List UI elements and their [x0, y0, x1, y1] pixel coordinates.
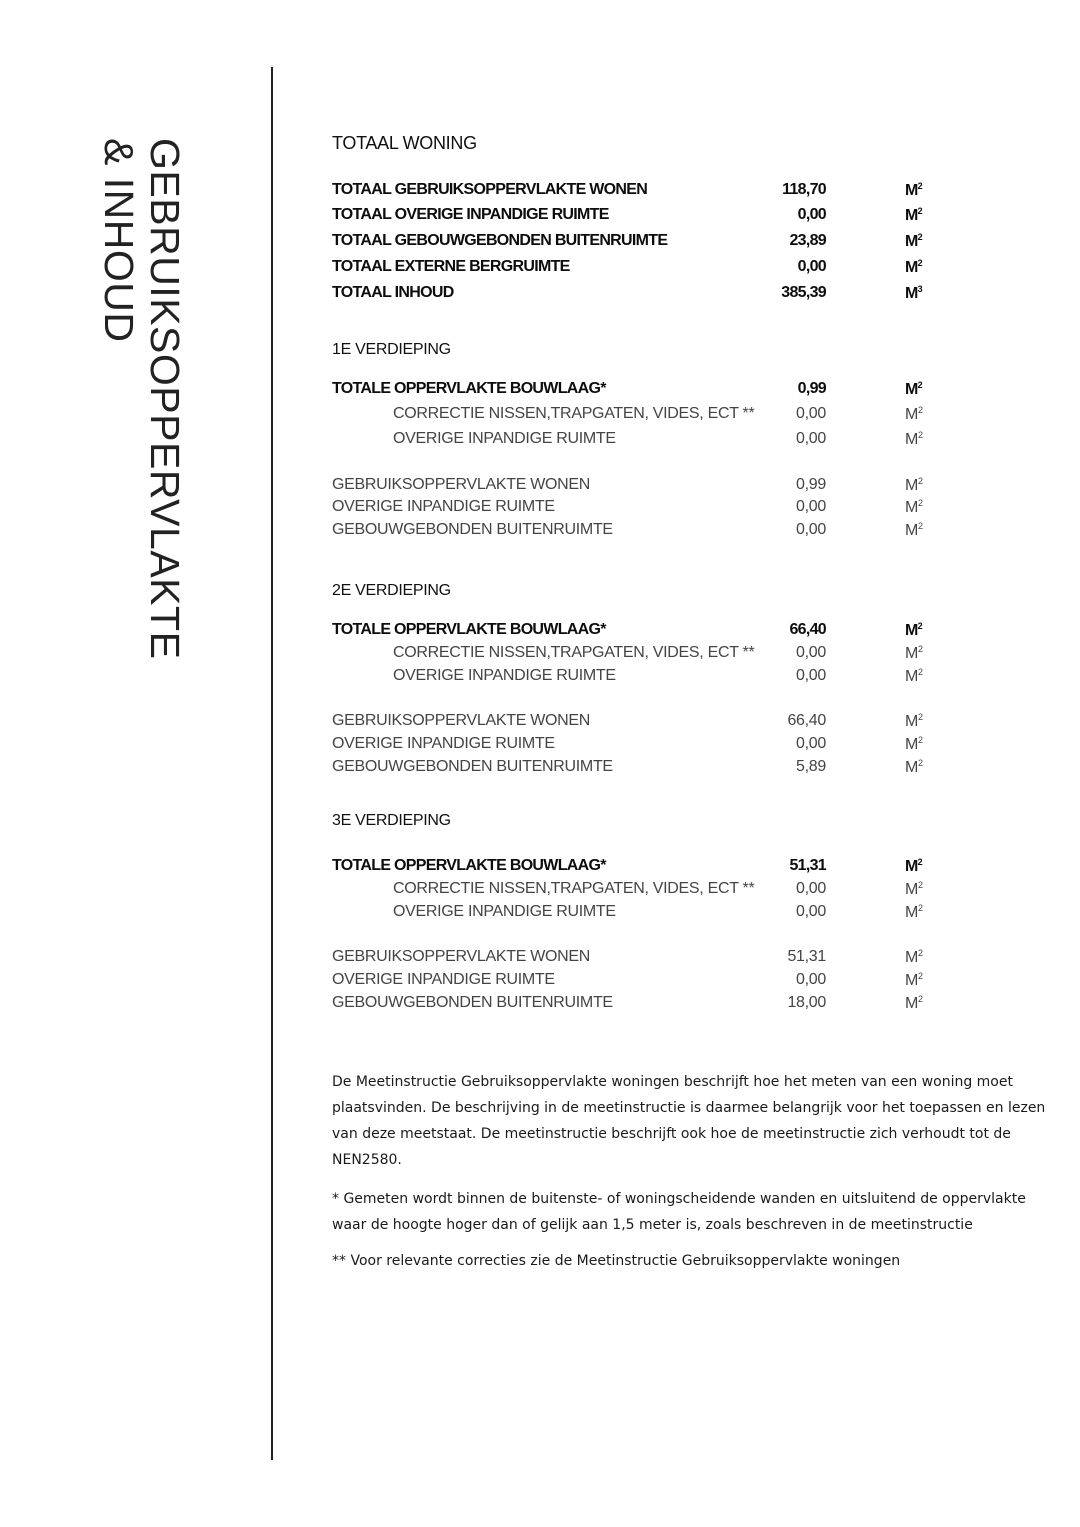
row-label: TOTALE OPPERVLAKTE BOUWLAAG* — [332, 857, 606, 874]
row-label: TOTAAL EXTERNE BERGRUIMTE — [332, 258, 570, 275]
floor-row — [332, 476, 932, 498]
row-label: GEBRUIKSOPPERVLAKTE WONEN — [332, 948, 591, 965]
row-unit: $M^2$ — [905, 206, 922, 224]
row-value: 0,99 — [797, 380, 826, 397]
floor-row — [332, 735, 932, 757]
row-label: CORRECTIE NISSEN,TRAPGATEN, VIDES, ECT ** — [393, 880, 755, 897]
notes-asterisk-1: * Gemeten wordt binnen de buitenste- of woningscheidende wanden en uitsluitend de oppervlakte waar de hoogte hoger dan of gelijk aan 1,5 meter is, zoals beschreven in de meetinstructie — [332, 1191, 1026, 1233]
floor-row — [332, 405, 932, 427]
totaal-row — [332, 181, 932, 203]
floor-row — [332, 948, 932, 970]
row-value: 66,40 — [789, 621, 826, 638]
row-value: 66,40 — [787, 712, 826, 729]
row-label: GEBOUWGEBONDEN BUITENRUIMTE — [332, 994, 613, 1011]
floor-row — [332, 994, 932, 1016]
row-unit: $M^2$ — [905, 380, 922, 398]
row-unit: $M^2$ — [905, 971, 923, 989]
row-unit: $M^2$ — [905, 903, 923, 921]
row-unit: $M^2$ — [905, 712, 923, 730]
row-label: OVERIGE INPANDIGE RUIMTE — [332, 498, 555, 515]
row-unit: $M^2$ — [905, 476, 923, 494]
section-title-floor-1: 1E VERDIEPING — [332, 341, 451, 358]
row-unit: $M^2$ — [905, 735, 923, 753]
row-label: TOTALE OPPERVLAKTE BOUWLAAG* — [332, 621, 606, 638]
section-title-floor-2: 2E VERDIEPING — [332, 582, 451, 599]
row-label: TOTAAL INHOUD — [332, 284, 454, 301]
row-unit: $M^2$ — [905, 430, 923, 448]
floor-row — [332, 758, 932, 780]
row-value: 0,99 — [796, 476, 826, 493]
side-title-line2: & INHOUD — [96, 138, 142, 343]
row-label: GEBOUWGEBONDEN BUITENRUIMTE — [332, 758, 613, 775]
row-label: CORRECTIE NISSEN,TRAPGATEN, VIDES, ECT ** — [393, 644, 755, 661]
floor-row — [332, 712, 932, 734]
row-label: CORRECTIE NISSEN,TRAPGATEN, VIDES, ECT ** — [393, 405, 755, 422]
row-unit: $M^2$ — [905, 521, 923, 539]
row-unit: $M^2$ — [905, 405, 923, 423]
floor-row — [332, 644, 932, 666]
row-value: 118,70 — [782, 181, 826, 198]
row-value: 0,00 — [796, 971, 826, 988]
notes-asterisk-2: ** Voor relevante correcties zie de Meetinstructie Gebruiksoppervlakte woningen — [332, 1253, 901, 1269]
floor-row — [332, 498, 932, 520]
notes-intro: De Meetinstructie Gebruiksoppervlakte woningen beschrijft hoe het meten van een woning moet plaatsvinden. De beschrijving in de meetinstructie is daarmee belangrijk voor het toepassen en lezen van deze meetstaat. De meetinstructie beschrijft ook hoe de meetinstructie zich verhoudt tot de NEN2580. — [332, 1074, 1046, 1168]
row-label: OVERIGE INPANDIGE RUIMTE — [332, 735, 555, 752]
floor-row — [332, 667, 932, 689]
row-unit: $M^2$ — [905, 758, 923, 776]
totaal-row — [332, 258, 932, 280]
row-unit: $M^2$ — [905, 621, 922, 639]
totaal-row — [332, 232, 932, 254]
section-title-totaal: TOTAAL WONING — [332, 133, 477, 153]
floor-row — [332, 880, 932, 902]
row-label: TOTAAL GEBOUWGEBONDEN BUITENRUIMTE — [332, 232, 668, 249]
row-value: 0,00 — [796, 498, 826, 515]
row-value: 5,89 — [796, 758, 826, 775]
row-label: TOTAAL OVERIGE INPANDIGE RUIMTE — [332, 206, 609, 223]
floor-row — [332, 857, 932, 879]
floor-row — [332, 903, 932, 925]
floor-row — [332, 971, 932, 993]
row-unit: $M^2$ — [905, 857, 922, 875]
row-label: GEBRUIKSOPPERVLAKTE WONEN — [332, 712, 591, 729]
totaal-row — [332, 284, 932, 306]
side-title — [96, 138, 188, 659]
row-unit: $M^2$ — [905, 181, 922, 199]
row-unit: $M^2$ — [905, 232, 922, 250]
row-value: 51,31 — [789, 857, 826, 874]
side-title-line1: GEBRUIKSOPPERVLAKTE — [142, 138, 188, 660]
row-unit: $M^2$ — [905, 258, 922, 276]
row-value: 0,00 — [797, 206, 826, 223]
row-unit: $M^2$ — [905, 994, 923, 1012]
row-value: 0,00 — [796, 880, 826, 897]
floor-row — [332, 430, 932, 452]
row-value: 0,00 — [797, 258, 826, 275]
row-value: 0,00 — [796, 430, 826, 447]
row-value: 51,31 — [787, 948, 826, 965]
row-value: 0,00 — [796, 405, 826, 422]
row-value: 0,00 — [796, 667, 826, 684]
row-value: 0,00 — [796, 644, 826, 661]
row-unit: $M^2$ — [905, 880, 923, 898]
vertical-divider — [271, 67, 273, 1460]
row-label: OVERIGE INPANDIGE RUIMTE — [393, 667, 616, 684]
row-unit: $M^2$ — [905, 667, 923, 685]
row-value: 0,00 — [796, 735, 826, 752]
row-value: 18,00 — [787, 994, 826, 1011]
row-label: OVERIGE INPANDIGE RUIMTE — [393, 430, 616, 447]
section-title-floor-3: 3E VERDIEPING — [332, 812, 451, 829]
row-label: OVERIGE INPANDIGE RUIMTE — [393, 903, 616, 920]
row-unit: $M^2$ — [905, 948, 923, 966]
row-label: OVERIGE INPANDIGE RUIMTE — [332, 971, 555, 988]
row-unit: $M^2$ — [905, 644, 923, 662]
row-label: GEBRUIKSOPPERVLAKTE WONEN — [332, 476, 591, 493]
row-label: TOTALE OPPERVLAKTE BOUWLAAG* — [332, 380, 606, 397]
row-value: 0,00 — [796, 903, 826, 920]
row-label: GEBOUWGEBONDEN BUITENRUIMTE — [332, 521, 613, 538]
totaal-row — [332, 206, 932, 228]
row-value: 0,00 — [796, 521, 826, 538]
floor-row — [332, 380, 932, 402]
row-label: TOTAAL GEBRUIKSOPPERVLAKTE WONEN — [332, 181, 648, 198]
row-value: 23,89 — [789, 232, 826, 249]
row-unit: $M^3$ — [905, 284, 922, 302]
floor-row — [332, 521, 932, 543]
row-value: 385,39 — [781, 284, 826, 301]
row-unit: $M^2$ — [905, 498, 923, 516]
floor-row — [332, 621, 932, 643]
